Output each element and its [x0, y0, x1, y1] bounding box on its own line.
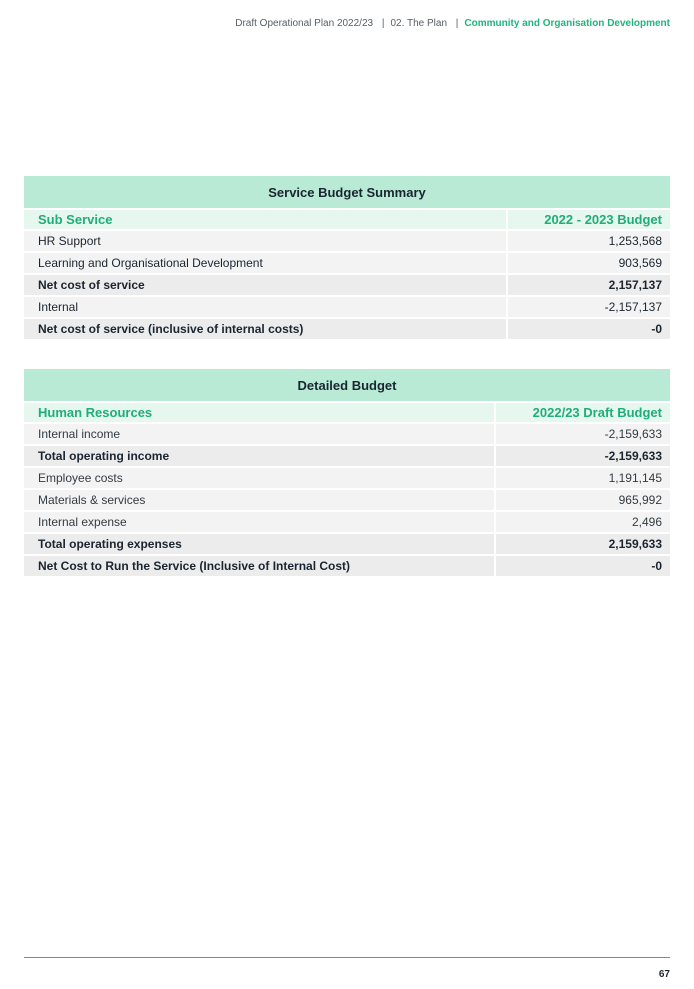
- row-value: 1,191,145: [496, 468, 670, 488]
- row-value: -2,157,137: [508, 297, 670, 317]
- row-value: -0: [496, 556, 670, 576]
- table-row-total: [24, 275, 670, 295]
- chapter-name: Community and Organisation Development: [464, 18, 670, 29]
- row-value: -0: [508, 319, 670, 339]
- table-row-total: [24, 446, 670, 466]
- footer-divider: [24, 957, 670, 958]
- table-row: [24, 231, 670, 251]
- service-budget-summary-table: [24, 174, 670, 341]
- column-header: 2022 - 2023 Budget: [508, 210, 670, 229]
- row-value: -2,159,633: [496, 424, 670, 444]
- row-label: Net Cost to Run the Service (Inclusive of Internal Cost): [24, 556, 496, 576]
- row-value: 2,159,633: [496, 534, 670, 554]
- table-title: Service Budget Summary: [24, 176, 670, 208]
- table-row-total: [24, 556, 670, 576]
- row-label: Materials & services: [24, 490, 496, 510]
- column-header: 2022/23 Draft Budget: [496, 403, 670, 422]
- table-row-total: [24, 319, 670, 339]
- table-row: [24, 297, 670, 317]
- row-label: Net cost of service: [24, 275, 508, 295]
- page-number: 67: [658, 969, 670, 980]
- row-label: Employee costs: [24, 468, 496, 488]
- table-header-row: [24, 210, 670, 229]
- table-header-row: [24, 403, 670, 422]
- header-separator: |: [381, 18, 385, 29]
- row-value: 2,157,137: [508, 275, 670, 295]
- row-label: Internal income: [24, 424, 496, 444]
- row-label: Learning and Organisational Development: [24, 253, 508, 273]
- table-row: [24, 468, 670, 488]
- table-row: [24, 424, 670, 444]
- table-row-total: [24, 534, 670, 554]
- row-label: Net cost of service (inclusive of internal costs): [24, 319, 508, 339]
- row-value: 2,496: [496, 512, 670, 532]
- row-label: HR Support: [24, 231, 508, 251]
- table-title: Detailed Budget: [24, 369, 670, 401]
- table-row: [24, 512, 670, 532]
- row-label: Internal: [24, 297, 508, 317]
- detailed-budget-table: [24, 367, 670, 578]
- section-name: 02. The Plan: [390, 18, 448, 29]
- row-value: 1,253,568: [508, 231, 670, 251]
- header-separator: |: [455, 18, 459, 29]
- row-value: 965,992: [496, 490, 670, 510]
- row-label: Internal expense: [24, 512, 496, 532]
- document-title: Draft Operational Plan 2022/23: [235, 18, 374, 29]
- row-value: -2,159,633: [496, 446, 670, 466]
- running-header: [235, 18, 670, 29]
- table-row: [24, 253, 670, 273]
- column-header: Human Resources: [24, 403, 496, 422]
- row-label: Total operating income: [24, 446, 496, 466]
- table-row: [24, 490, 670, 510]
- column-header: Sub Service: [24, 210, 508, 229]
- row-value: 903,569: [508, 253, 670, 273]
- row-label: Total operating expenses: [24, 534, 496, 554]
